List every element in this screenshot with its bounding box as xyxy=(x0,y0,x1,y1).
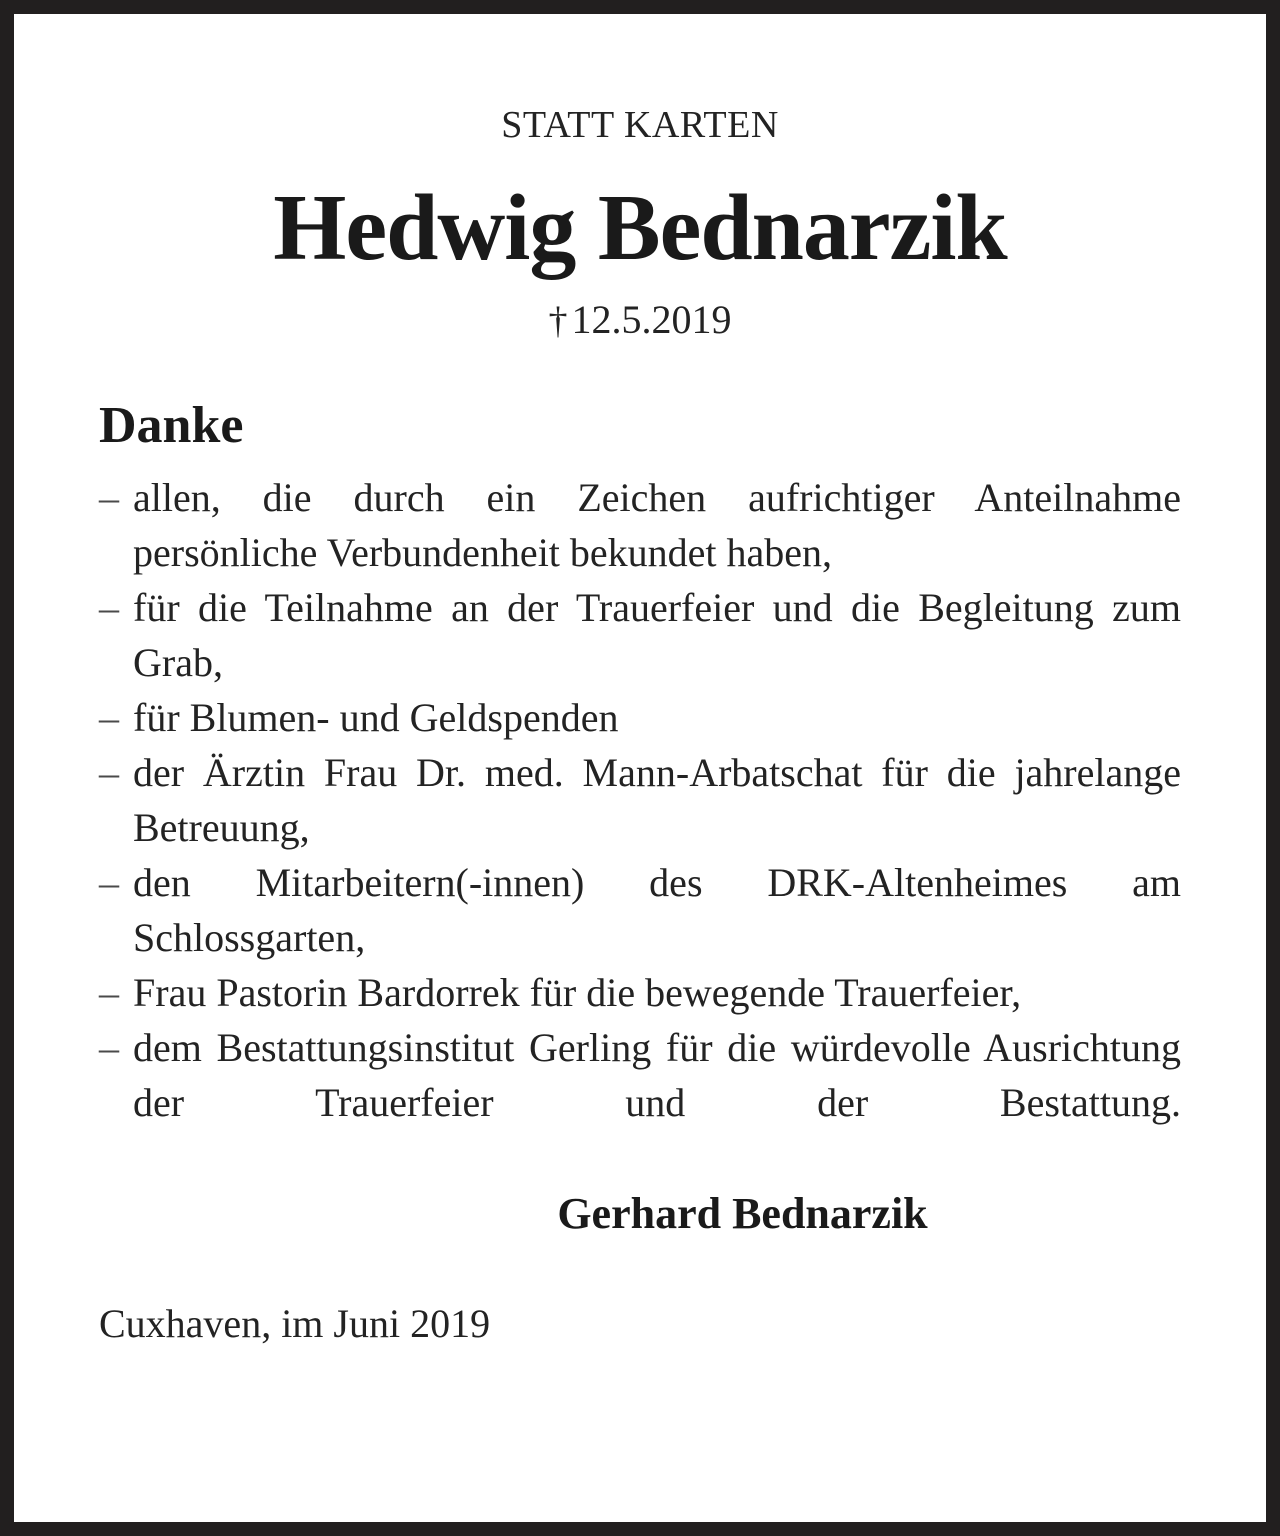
thanks-item-text: dem Bestattungsinstitut Gerling für die würdevolle Ausrichtung der Trauerfeier und der Bestattung. xyxy=(133,1024,1181,1125)
statt-karten-kicker: STATT KARTEN xyxy=(501,104,779,146)
dash-marker-icon: – xyxy=(99,859,119,905)
dash-marker-icon: – xyxy=(99,969,119,1015)
thanks-list-item xyxy=(99,1020,1181,1130)
notice-card xyxy=(14,14,1266,1522)
thanks-item-text: für die Teilnahme an der Trauerfeier und die Begleitung zum Grab, xyxy=(133,584,1181,685)
thanks-heading: Danke xyxy=(99,396,244,454)
thanks-list-item xyxy=(99,855,1181,965)
thanks-list-item xyxy=(99,690,1181,745)
dash-marker-icon: – xyxy=(99,1024,119,1070)
thanks-item-text: allen, die durch ein Zeichen aufrichtiger Anteilnahme persönliche Verbundenheit bekundet haben, xyxy=(133,474,1181,575)
death-date-line xyxy=(99,296,1181,342)
thanks-item-text: für Blumen- und Geldspenden xyxy=(133,694,619,740)
thanks-list-item xyxy=(99,580,1181,690)
thanks-list-item xyxy=(99,470,1181,580)
dash-marker-icon: – xyxy=(99,749,119,795)
place-and-date: Cuxhaven, im Juni 2019 xyxy=(99,1300,491,1346)
thanks-item-text: Frau Pastorin Bardorrek für die bewegende Trauerfeier, xyxy=(133,969,1022,1015)
death-date-value: 12.5.2019 xyxy=(571,296,732,342)
dash-marker-icon: – xyxy=(99,474,119,520)
thanks-item-text: der Ärztin Frau Dr. med. Mann-Arbatschat für die jahrelange Betreuung, xyxy=(133,749,1181,850)
signature-name: Gerhard Bednarzik xyxy=(557,1188,928,1238)
cross-icon: † xyxy=(548,299,568,342)
thanks-list xyxy=(99,470,1181,1130)
dash-marker-icon: – xyxy=(99,584,119,630)
dash-marker-icon: – xyxy=(99,694,119,740)
thanks-list-item xyxy=(99,745,1181,855)
deceased-name: Hedwig Bednarzik xyxy=(273,176,1007,280)
thanks-item-text: den Mitarbeitern(-innen) des DRK-Altenheimes am Schlossgarten, xyxy=(133,859,1181,960)
thanks-list-item xyxy=(99,965,1181,1020)
